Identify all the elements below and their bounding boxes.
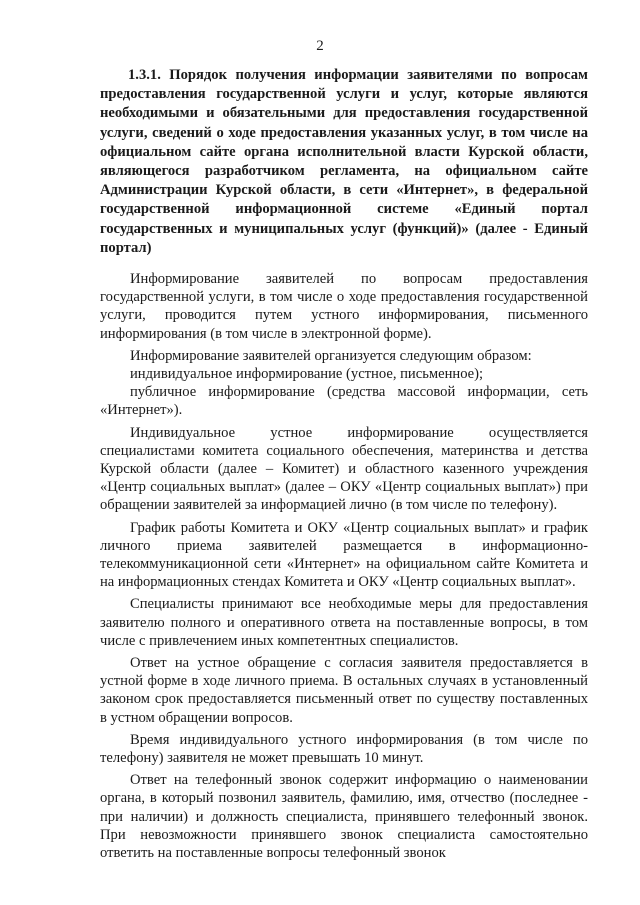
paragraph-individual-informing: индивидуальное информирование (устное, письменное); xyxy=(130,366,484,383)
paragraph-time-limit: Время индивидуального устного информирования (в том числе по телефону) заявителя не может превышать 10 минут. xyxy=(100,731,588,767)
paragraph-work-schedule: График работы Комитета и ОКУ «Центр социальных выплат» и график личного приема заявителей размещается в информационно-телекоммуникационной сети «Интернет» на официальном сайте Комитета и на информационных стендах Комитета и ОКУ «Центр социальных выплат». xyxy=(100,519,588,591)
paragraph-organization-intro: Информирование заявителей организуется следующим образом: xyxy=(130,347,532,364)
paragraph-specialists-measures: Специалисты принимают все необходимые меры для предоставления заявителю полного и оперативного ответа на поставленные вопросы, в том числе с привлечением иных компетентных специалистов. xyxy=(100,596,588,649)
paragraph-phone-response: Ответ на телефонный звонок содержит информацию о наименовании органа, в который позвонил заявитель, фамилию, имя, отчество (последнее - при наличии) и должность специалиста, принявшего телефонный звонок. При невозможности принявшего звонок специалиста самостоятельно ответить на поставленные вопросы телефонный звонок xyxy=(100,772,588,862)
paragraph-oral-informing: Индивидуальное устное информирование осуществляется специалистами комитета социального обеспечения, материнства и детства Курской области (далее – Комитет) и областного казенного учреждения «Центр социальных выплат» (далее – ОКУ «Центр социальных выплат») при обращении заявителей за информацией лично (в том числе по телефону). xyxy=(100,424,588,514)
paragraph-informing-overview: Информирование заявителей по вопросам предоставления государственной услуги, в том числе о ходе предоставления государственной услуги, проводится путем устного информирования, письменного информирования (в том числе в электронной форме). xyxy=(100,271,588,342)
body-text xyxy=(100,270,588,866)
paragraph-public-informing: публичное информирование (средства массовой информации, сеть «Интернет»). xyxy=(100,384,588,419)
page-number: 2 xyxy=(316,38,324,54)
section-heading: 1.3.1. Порядок получения информации заявителями по вопросам предоставления государственной услуги и услуг, которые являются необходимыми и обязательными для предоставления государственной услуги, сведений о ходе предоставления указанных услуг, в том числе на официальном сайте органа исполнительной власти Курской области, являющегося разработчиком регламента, на официальном сайте Администрации Курской области, в сети «Интернет», в федеральной государственной информационной системе «Единый портал государственных и муниципальных услуг (функций)» (далее - Единый портал) xyxy=(100,67,588,256)
paragraph-oral-response: Ответ на устное обращение с согласия заявителя предоставляется в устной форме в ходе личного приема. В остальных случаях в установленный законом срок предоставляется письменный ответ по существу поставленных в устном обращении вопросов. xyxy=(100,655,588,726)
